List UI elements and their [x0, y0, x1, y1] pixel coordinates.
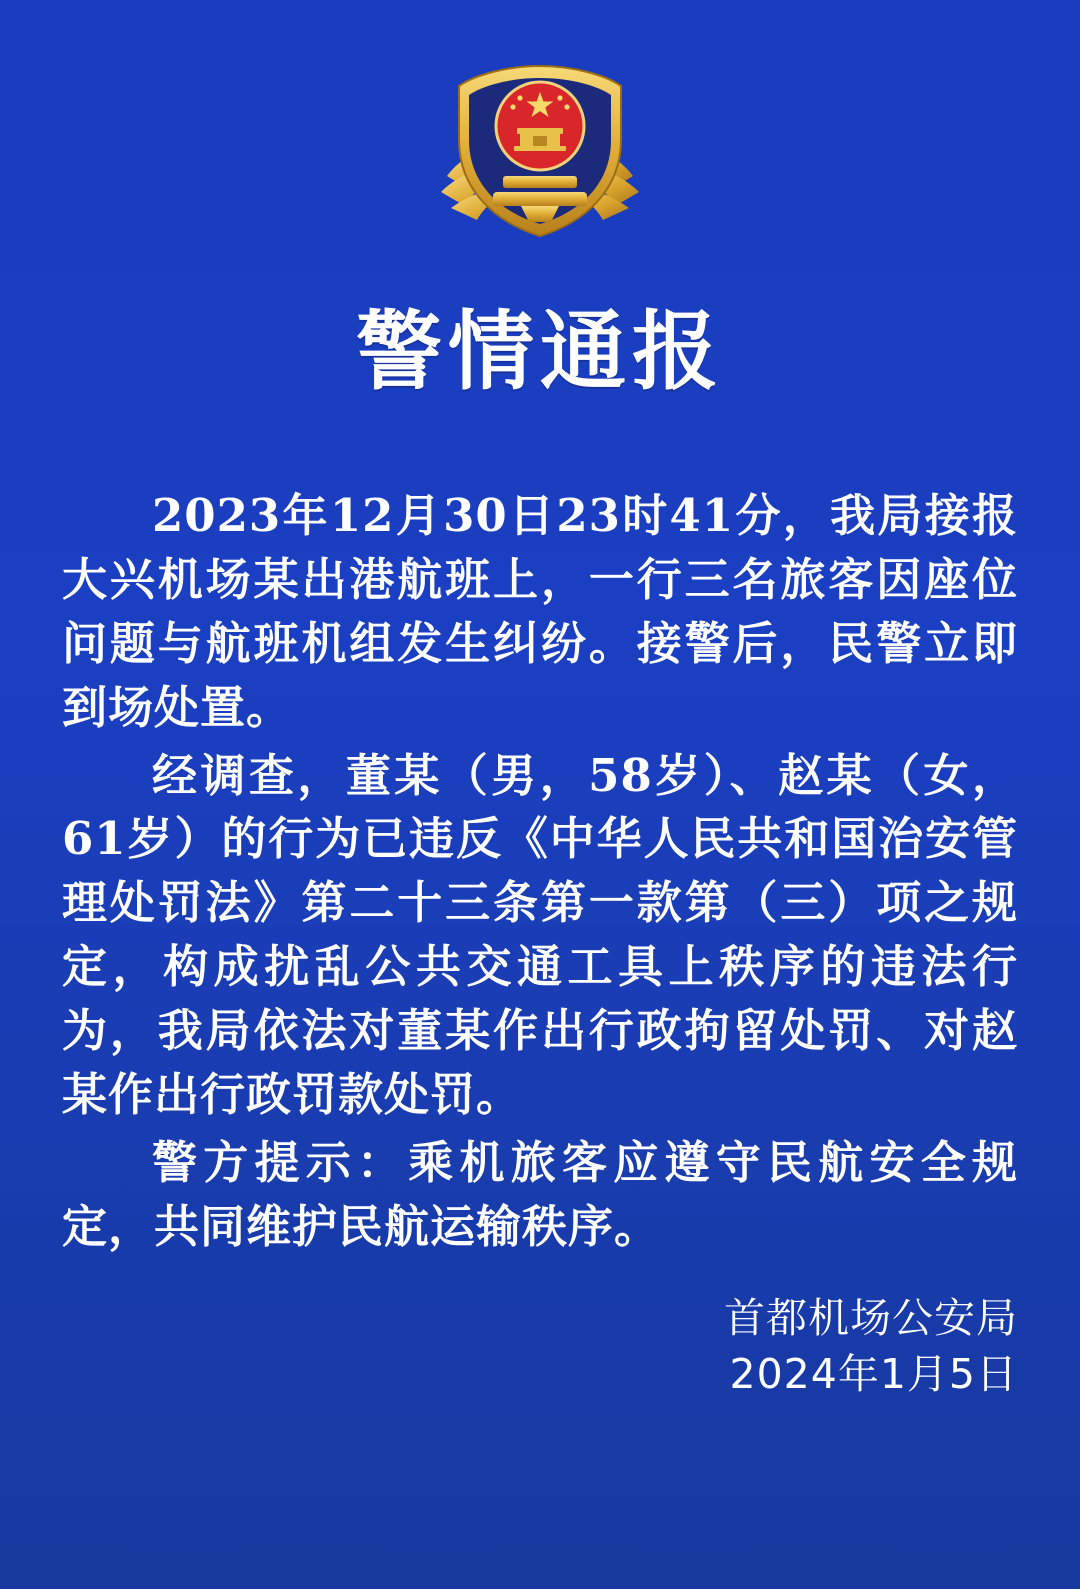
notice-paragraph-1: 2023年12月30日23时41分，我局接报大兴机场某出港航班上，一行三名旅客因座位问题与航班机组发生纠纷。接警后，民警立即到场处置。: [62, 489, 1018, 734]
emblem-container: [62, 0, 1018, 246]
issue-date: 2024年1月5日: [729, 1350, 1018, 1399]
notice-body: [62, 484, 1018, 1259]
signature-block: [724, 1290, 1018, 1403]
notice-paragraph-3: 警方提示：乘机旅客应遵守民航安全规定，共同维护民航运输秩序。: [62, 1135, 1018, 1253]
china-police-badge-icon: [425, 56, 655, 246]
issuing-organization: 首都机场公安局: [724, 1293, 1018, 1342]
notice-paragraph-2: 经调查，董某（男，58岁）、赵某（女，61岁）的行为已违反《中华人民共和国治安管理处罚法》第二十三条第一款第（三）项之规定，构成扰乱公共交通工具上秩序的违法行为，我局依法对董某作出行政拘留处罚、对赵某作出行政罚款处罚。: [62, 748, 1018, 1122]
page-title: 警情通报: [356, 302, 724, 402]
